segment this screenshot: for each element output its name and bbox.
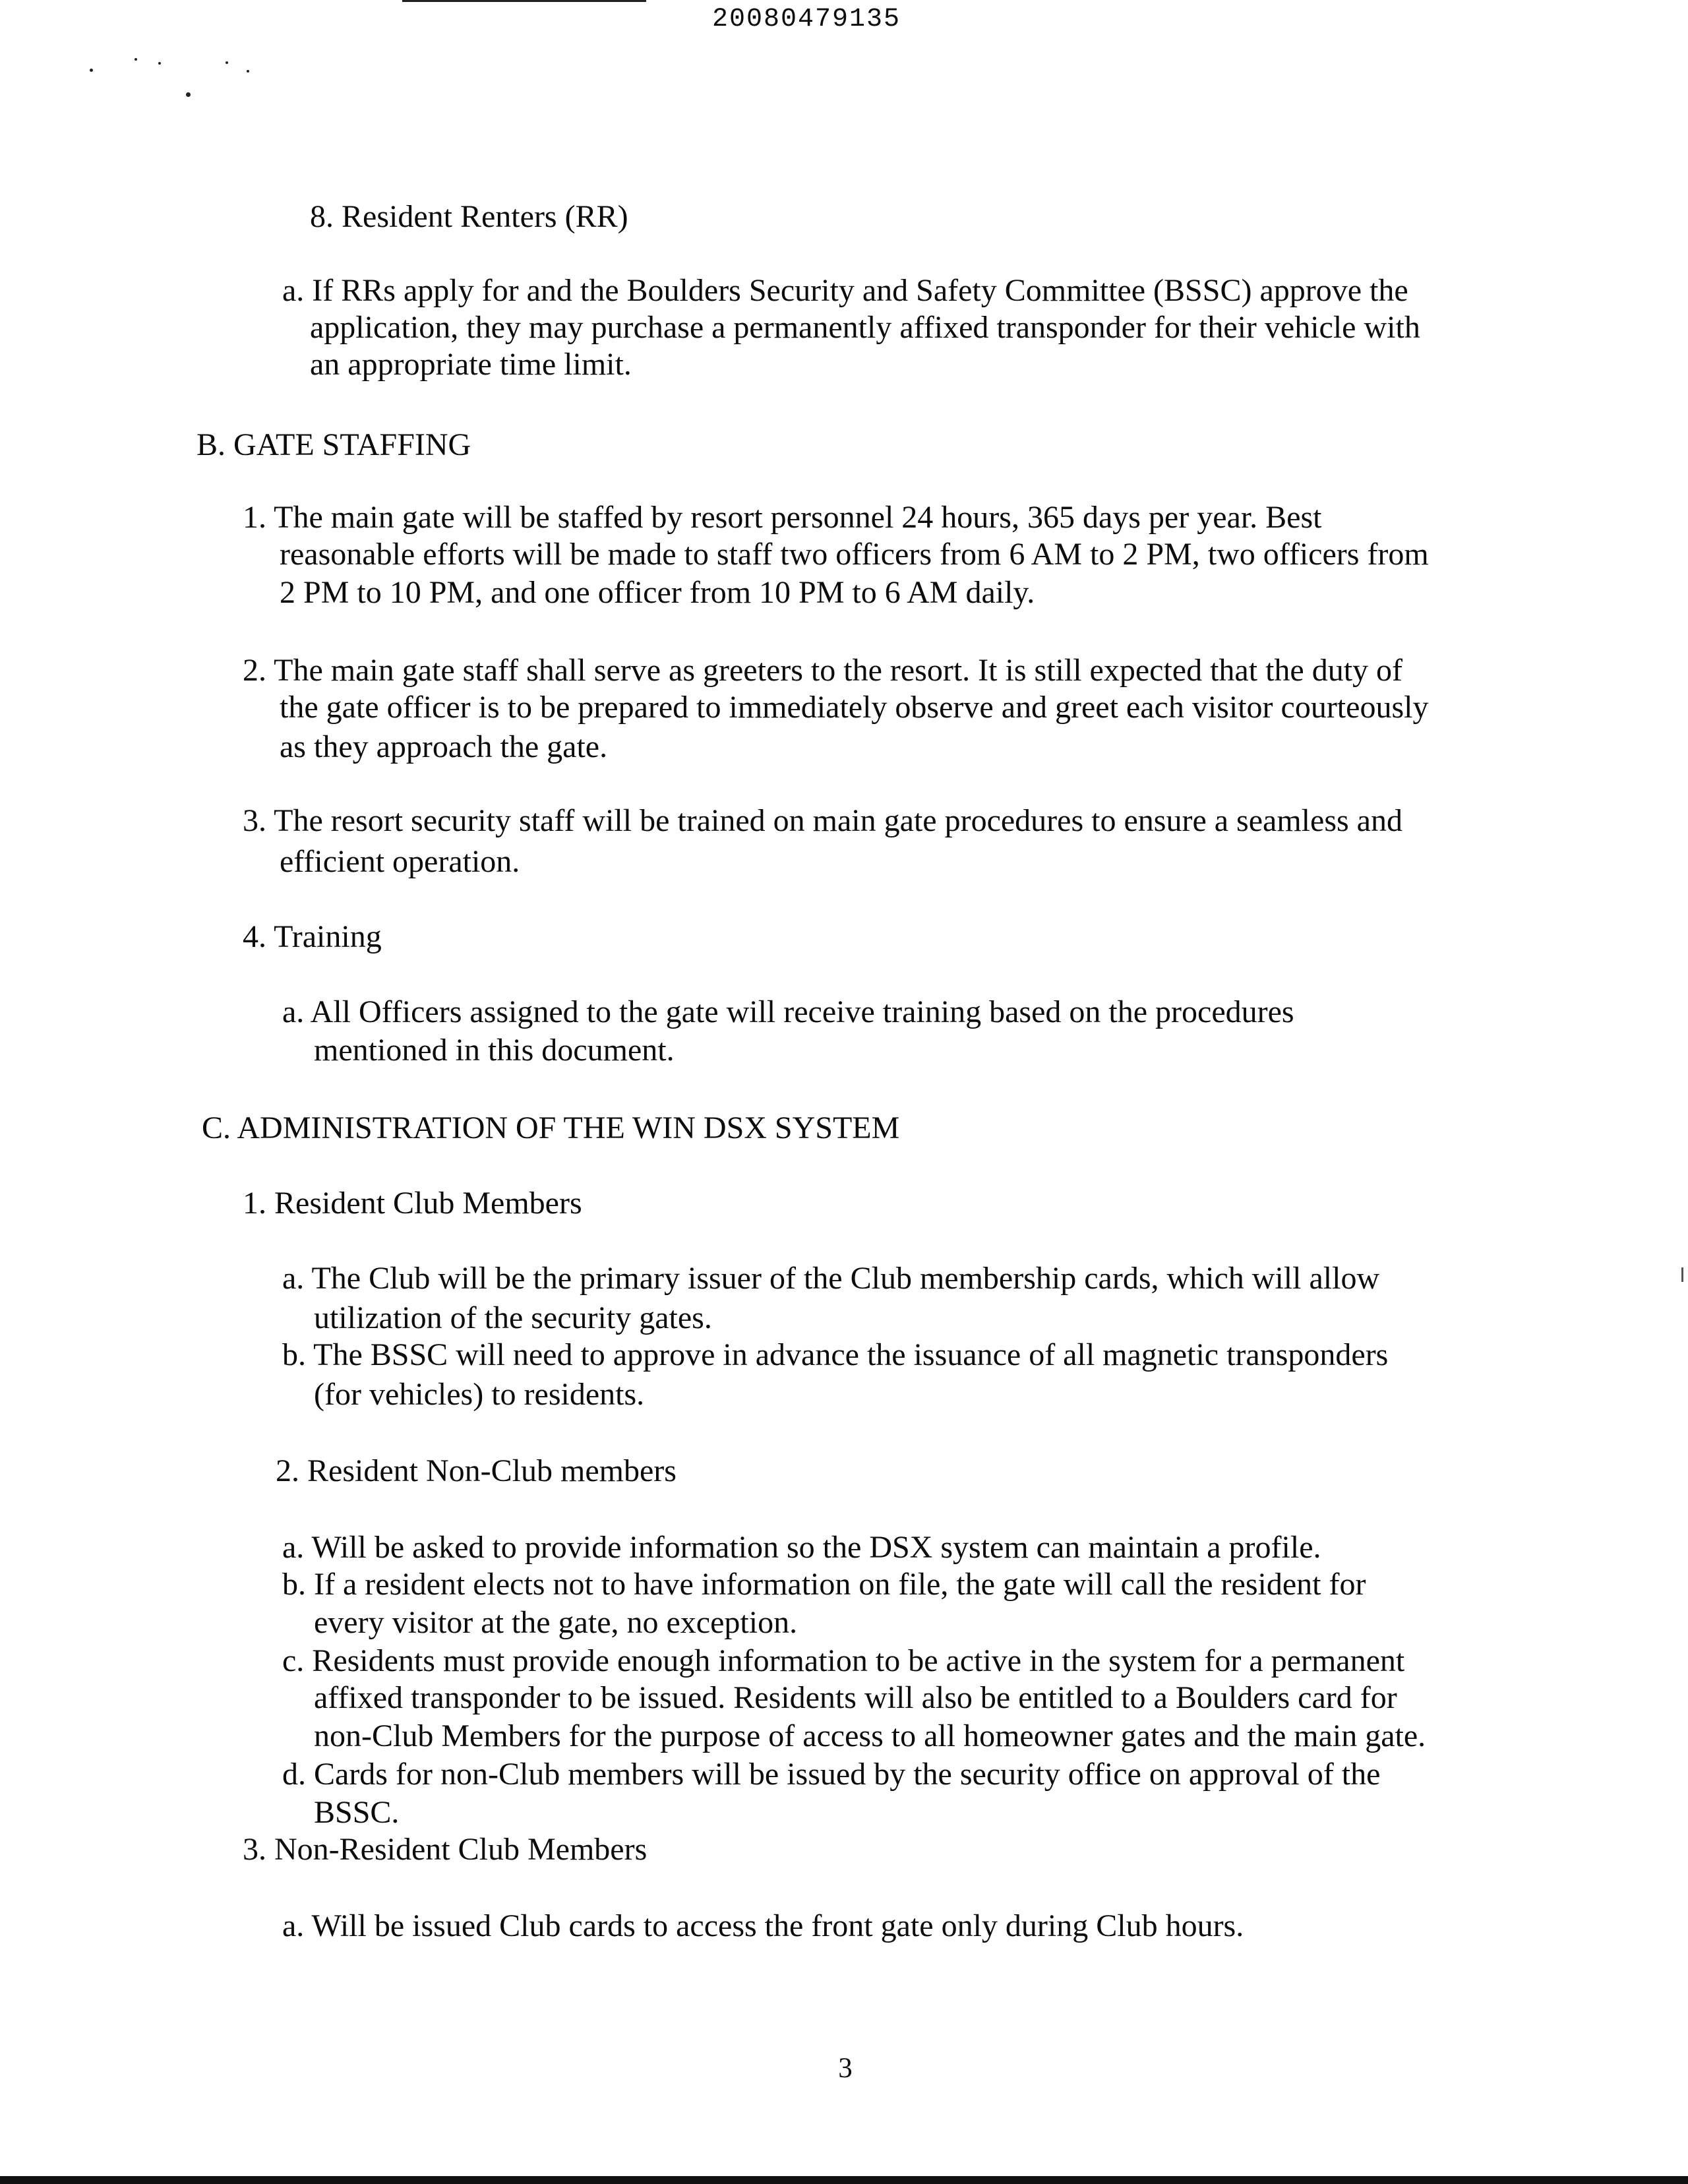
- body-line: affixed transponder to be issued. Residents will also be entitled to a Boulders card for: [314, 1680, 1397, 1715]
- heading-resident-renters: 8. Resident Renters (RR): [310, 199, 628, 234]
- body-line: 2. The main gate staff shall serve as greeters to the resort. It is still expected that the duty of: [243, 653, 1403, 688]
- heading-resident-club-members: 1. Resident Club Members: [243, 1186, 582, 1221]
- body-line: BSSC.: [314, 1795, 400, 1830]
- body-line: mentioned in this document.: [314, 1033, 675, 1068]
- body-line: utilization of the security gates.: [314, 1300, 712, 1335]
- scan-speck: [135, 58, 137, 61]
- body-line: as they approach the gate.: [280, 729, 608, 764]
- body-line: a. All Officers assigned to the gate will receive training based on the procedures: [282, 994, 1294, 1029]
- section-heading-gate-staffing: B. GATE STAFFING: [196, 427, 471, 462]
- scan-speck: [226, 61, 228, 64]
- body-line: efficient operation.: [280, 844, 520, 879]
- document-id: 20080479135: [712, 5, 901, 34]
- bottom-rule: [0, 2176, 1688, 2184]
- body-line: a. Will be asked to provide information so the DSX system can maintain a profile.: [282, 1530, 1321, 1565]
- heading-training: 4. Training: [243, 919, 382, 954]
- body-line: a. If RRs apply for and the Boulders Security and Safety Committee (BSSC) approve the: [282, 273, 1408, 308]
- scan-speck: [186, 92, 191, 97]
- body-line: non-Club Members for the purpose of access to all homeowner gates and the main gate.: [314, 1718, 1426, 1753]
- body-line: 2 PM to 10 PM, and one officer from 10 PM to 6 AM daily.: [280, 575, 1035, 610]
- heading-resident-non-club-members: 2. Resident Non-Club members: [276, 1453, 677, 1488]
- body-line: a. Will be issued Club cards to access the front gate only during Club hours.: [282, 1908, 1244, 1943]
- body-line: reasonable efforts will be made to staff two officers from 6 AM to 2 PM, two officers from: [280, 537, 1429, 572]
- body-line: a. The Club will be the primary issuer of the Club membership cards, which will allow: [282, 1261, 1380, 1296]
- body-line: 1. The main gate will be staffed by resort personnel 24 hours, 365 days per year. Best: [243, 500, 1322, 535]
- body-line: every visitor at the gate, no exception.: [314, 1605, 798, 1640]
- body-line: an appropriate time limit.: [310, 347, 632, 382]
- body-line: b. The BSSC will need to approve in advance the issuance of all magnetic transponders: [282, 1337, 1389, 1372]
- body-line: (for vehicles) to residents.: [314, 1377, 645, 1412]
- scan-speck: [90, 69, 93, 72]
- body-line: b. If a resident elects not to have information on file, the gate will call the resident for: [282, 1567, 1366, 1602]
- top-rule: [402, 0, 646, 2]
- body-line: application, they may purchase a permanently affixed transponder for their vehicle with: [310, 310, 1420, 345]
- page-number: 3: [838, 2053, 853, 2084]
- heading-non-resident-club-members: 3. Non-Resident Club Members: [243, 1832, 648, 1867]
- scan-speck: [158, 62, 161, 65]
- scan-edge-mark: [1681, 1267, 1683, 1282]
- body-line: d. Cards for non-Club members will be issued by the security office on approval of the: [282, 1757, 1381, 1792]
- scan-speck: [247, 70, 249, 73]
- body-line: the gate officer is to be prepared to immediately observe and greet each visitor courteously: [280, 690, 1429, 725]
- body-line: 3. The resort security staff will be trained on main gate procedures to ensure a seamless and: [243, 803, 1402, 838]
- section-heading-administration: C. ADMINISTRATION OF THE WIN DSX SYSTEM: [202, 1110, 900, 1145]
- body-line: c. Residents must provide enough information to be active in the system for a permanent: [282, 1643, 1405, 1678]
